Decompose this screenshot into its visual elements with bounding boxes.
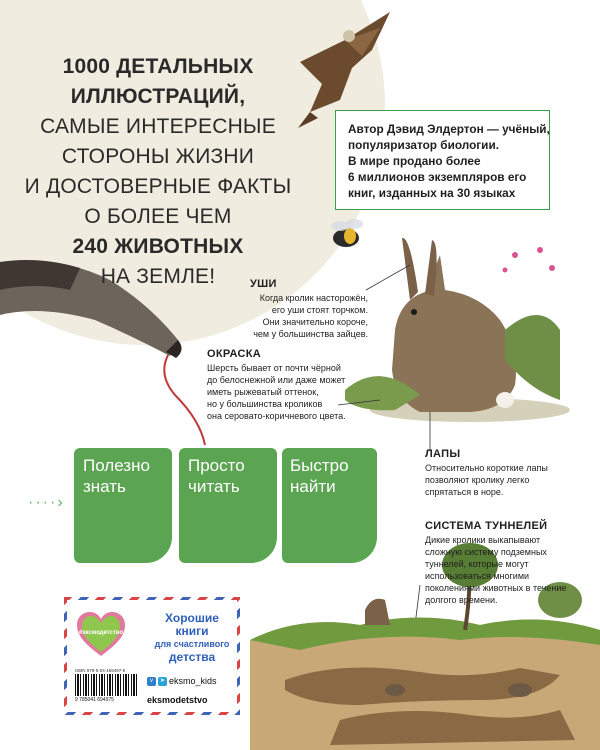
callout-line: Шерсть бывает от почти чёрной <box>207 363 341 373</box>
callout-line: но у большинства кроликов <box>207 399 323 409</box>
callout-line: позволяют кролику легко <box>425 475 530 485</box>
callout-line: иметь рыжеватый оттенок, <box>207 387 319 397</box>
feature-line: читать <box>188 477 240 496</box>
author-line: популяризатор биологии. <box>348 138 499 152</box>
headline <box>22 52 294 292</box>
feature-label-quick <box>290 455 349 497</box>
site-link[interactable]: eksmodetstvo <box>147 695 208 705</box>
feature-line: Просто <box>188 456 245 475</box>
rabbit-illustration <box>345 238 570 422</box>
feature-line: знать <box>83 477 126 496</box>
arrow-right-icon: ····› <box>28 494 65 511</box>
callout-line: поколениями животных в течение <box>425 583 567 593</box>
callout-title: ЛАПЫ <box>425 448 461 460</box>
slogan-line: Хорошие <box>165 611 219 625</box>
headline-line: ИЛЛЮСТРАЦИЙ, <box>70 85 246 108</box>
callout-title: ОКРАСКА <box>207 348 262 360</box>
slogan-line: детства <box>168 650 216 664</box>
headline-line: 240 ЖИВОТНЫХ <box>72 235 244 258</box>
isbn-text: ISBN 978-5-04-169497-5 <box>75 668 126 673</box>
feature-line: Полезно <box>83 456 150 475</box>
barcode <box>75 674 137 696</box>
card-slogan <box>147 612 237 664</box>
callout-line: чем у большинства зайцев. <box>253 329 368 339</box>
author-line: Автор Дэвид Элдертон — учёный, <box>348 122 550 136</box>
callout-ears <box>250 278 368 340</box>
headline-line: И ДОСТОВЕРНЫЕ ФАКТЫ <box>24 175 292 198</box>
callout-line: Дикие кролики выкапывают <box>425 535 541 545</box>
callout-line: она серовато-коричневого цвета. <box>207 411 346 421</box>
headline-line: САМЫЕ ИНТЕРЕСНЫЕ <box>40 115 276 138</box>
social-handle[interactable] <box>147 676 217 686</box>
callout-title: УШИ <box>250 278 277 290</box>
callout-line: его уши стоят торчком. <box>271 305 368 315</box>
callout-line: Относительно короткие лапы <box>425 463 548 473</box>
callout-line: Они значительно короче, <box>262 317 368 327</box>
author-line: книг, изданных на 30 языках <box>348 186 516 200</box>
callout-title: СИСТЕМА ТУННЕЛЕЙ <box>425 520 548 532</box>
social-handle-text: eksmo_kids <box>169 676 217 686</box>
publisher-card <box>64 597 240 715</box>
callout-tunnels <box>425 520 575 606</box>
feature-label-easy <box>188 455 245 497</box>
feature-line: найти <box>290 477 336 496</box>
bee-illustration <box>331 219 363 247</box>
callout-line: использоваться многими <box>425 571 530 581</box>
feature-label-useful <box>83 455 150 497</box>
callout-line: до белоснежной или даже может <box>207 375 346 385</box>
headline-line: СТОРОНЫ ЖИЗНИ <box>61 145 255 168</box>
card-brand: #эксмодетство <box>78 630 124 636</box>
callout-line: долгого времени. <box>425 595 498 605</box>
author-line: В мире продано более <box>348 154 481 168</box>
callout-line: сложную систему подземных <box>425 547 547 557</box>
callout-line: туннелей, которые могут <box>425 559 529 569</box>
callout-color <box>207 348 347 422</box>
headline-line: О БОЛЕЕ ЧЕМ <box>84 205 232 228</box>
callout-paws <box>425 448 555 498</box>
author-line: 6 миллионов экземпляров его <box>348 170 527 184</box>
telegram-icon: ➤ <box>159 678 166 685</box>
author-info-box <box>335 110 550 210</box>
slogan-line: книги <box>175 624 209 638</box>
feature-line: Быстро <box>290 456 349 475</box>
barcode-number: 9 785041 694975 <box>75 697 114 703</box>
headline-line: НА ЗЕМЛЕ! <box>100 265 216 288</box>
callout-line: Когда кролик насторожён, <box>259 293 368 303</box>
slogan-line: для счастливого <box>154 639 230 649</box>
headline-line: 1000 ДЕТАЛЬНЫХ <box>62 55 254 78</box>
vk-icon: v <box>147 677 156 686</box>
callout-line: спрятаться в норе. <box>425 487 504 497</box>
